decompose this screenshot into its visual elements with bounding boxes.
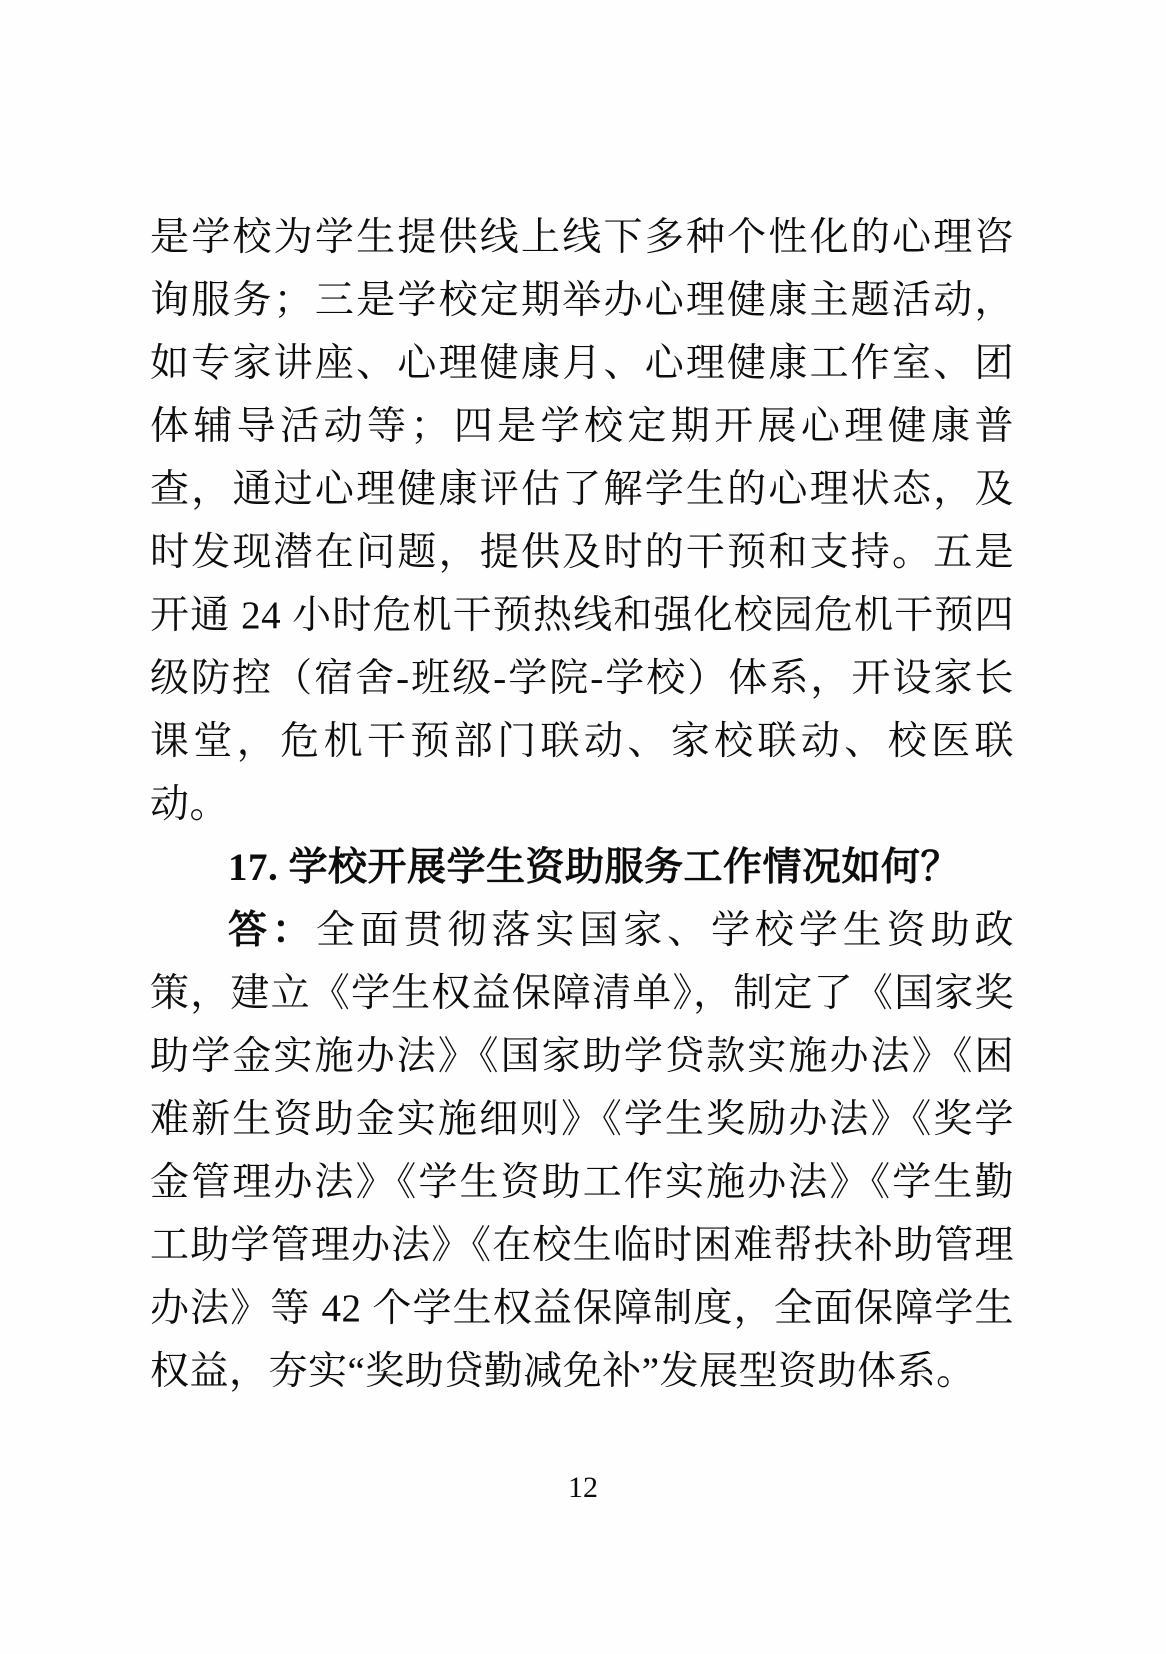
answer-text: 全面贯彻落实国家、学校学生资助政策，建立《学生权益保障清单》，制定了《国家奖助学金实施办法》《国家助学贷款实施办法》《困难新生资助金实施细则》《学生奖励办法》《奖学金管理办法》《学生资助工作实施办法》《学生勤工助学管理办法》《在校生临时困难帮扶补助管理办法》等 42 个学生权益保障制度，全面保障学生权益，夯实“奖助贷勤减免补”发展型资助体系。 [150, 909, 1014, 1393]
page-body [150, 206, 1014, 1403]
answer-label: 答： [228, 909, 316, 952]
question-17-heading: 17. 学校开展学生资助服务工作情况如何？ [228, 846, 961, 889]
page-number: 12 [568, 1471, 598, 1504]
paragraph-psych-services-continued: 是学校为学生提供线上线下多种个性化的心理咨询服务；三是学校定期举办心理健康主题活动，如专家讲座、心理健康月、心理健康工作室、团体辅导活动等；四是学校定期开展心理健康普查，通过心理健康评估了解学生的心理状态，及时发现潜在问题，提供及时的干预和支持。五是开通 24 小时危机干预热线和强化校园危机干预四级防控（宿舍-班级-学院-学校）体系，开设家长课堂，危机干预部门联动、家校联动、校医联动。 [150, 216, 1014, 826]
paragraph-answer-17 [150, 899, 1014, 1403]
